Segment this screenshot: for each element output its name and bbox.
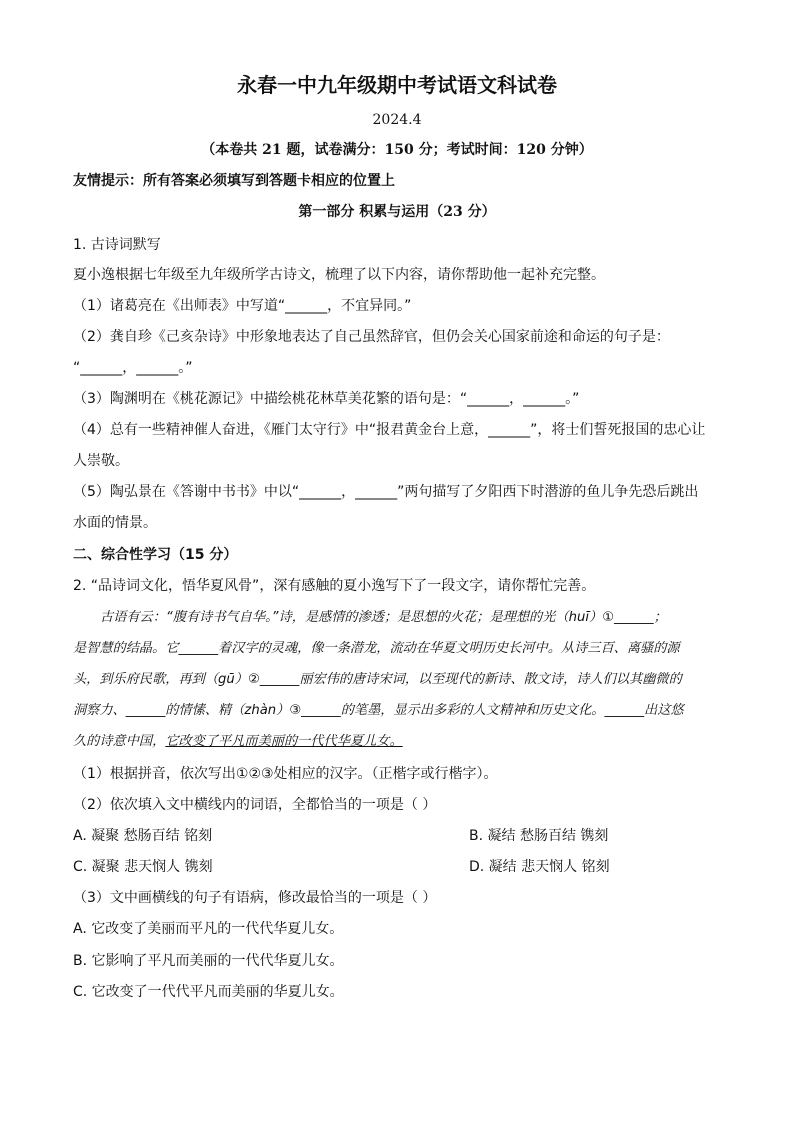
exam-info: （本卷共 21 题，试卷满分：150 分；考试时间：120 分钟） <box>201 142 593 158</box>
exam-title: 永春一中九年级期中考试语文科试卷 <box>237 73 557 97</box>
q1-item-1: （1）诸葛亮在《出师表》中写道“______，不宜异同。” <box>73 298 412 314</box>
q1-item-2-cont: “______，______。” <box>73 360 193 376</box>
q2-sub-2: （2）依次填入文中横线内的词语，全都恰当的一项是（ ） <box>73 797 437 813</box>
passage-line-3: 头，到乐府民歌，再到（gū）②______丽宏伟的唐诗宋词，以至现代的新诗、散文诗，诗人们以其幽微的 <box>73 672 682 687</box>
q2-sub-1: （1）根据拼音，依次写出①②③处相应的汉字。（正楷字或行楷字）。 <box>73 766 498 782</box>
q1-item-4: （4）总有一些精神催人奋进，《雁门太守行》中“报君黄金台上意，______”，将士们誓死报国的忠心让 <box>73 422 706 438</box>
passage-line-5 <box>73 732 734 752</box>
q2-2-option-b: B. 凝结 愁肠百结 镌刻 <box>469 828 609 844</box>
q2-2-option-c: C. 凝聚 悲天悯人 镌刻 <box>73 859 213 875</box>
q2-intro: 2. “品诗词文化，悟华夏风骨”，深有感触的夏小逸写下了一段文字，请你帮忙完善。 <box>73 578 596 594</box>
q2-3-option-a: A. 它改变了美丽而平凡的一代代华夏儿女。 <box>73 921 344 937</box>
part2-heading: 二、综合性学习（15 分） <box>73 547 238 563</box>
q1-title: 1. 古诗词默写 <box>73 237 161 253</box>
q1-item-2: （2）龚自珍《己亥杂诗》中形象地表达了自己虽然辞官，但仍会关心国家前途和命运的句子是： <box>73 329 670 345</box>
q1-item-5: （5）陶弘景在《答谢中书书》中以“______，______”两句描写了夕阳西下时潜游的鱼儿争先恐后跳出 <box>73 484 699 500</box>
q2-3-option-c: C. 它改变了一代代平凡而美丽的华夏儿女。 <box>73 984 344 1000</box>
passage-line-2: 是智慧的结晶。它______着汉字的灵魂，像一条潜龙，流动在华夏文明历史长河中。从诗三百、离骚的源 <box>73 641 680 656</box>
q2-2-option-d: D. 凝结 悲天悯人 铭刻 <box>469 859 610 875</box>
underlined-sentence: 它改变了平凡而美丽的一代代华夏儿女。 <box>165 734 403 749</box>
q1-item-5-cont: 水面的情景。 <box>73 515 157 531</box>
q2-2-option-a: A. 凝聚 愁肠百结 铭刻 <box>73 828 213 844</box>
q1-item-3: （3）陶渊明在《桃花源记》中描绘桃花林草美花繁的语句是：“______，______。” <box>73 391 580 407</box>
q2-2-options-row-2 <box>73 857 734 877</box>
q2-2-options-row-1 <box>73 826 734 846</box>
q2-sub-3: （3）文中画横线的句子有语病，修改最恰当的一项是（ ） <box>73 890 437 906</box>
passage-line-5-start: 久的诗意中国， <box>73 734 166 749</box>
q1-intro: 夏小逸根据七年级至九年级所学古诗文，梳理了以下内容，请你帮助他一起补充完整。 <box>73 267 605 283</box>
part1-heading: 第一部分 积累与运用（23 分） <box>298 204 496 220</box>
q1-item-4-cont: 人崇敬。 <box>73 453 129 469</box>
exam-date: 2024.4 <box>372 112 422 128</box>
friendly-tip: 友情提示：所有答案必须填写到答题卡相应的位置上 <box>73 173 395 189</box>
passage-line-4: 洞察力、______的情愫、精（zhàn）③______的笔墨，显示出多彩的人文精神和历史文化。______出这悠 <box>73 703 684 718</box>
passage-line-1: 古语有云：“腹有诗书气自华。”诗，是感情的渗透；是思想的火花；是理想的光（huī）①______； <box>100 610 667 625</box>
q2-3-option-b: B. 它影响了平凡而美丽的一代代华夏儿女。 <box>73 953 344 969</box>
